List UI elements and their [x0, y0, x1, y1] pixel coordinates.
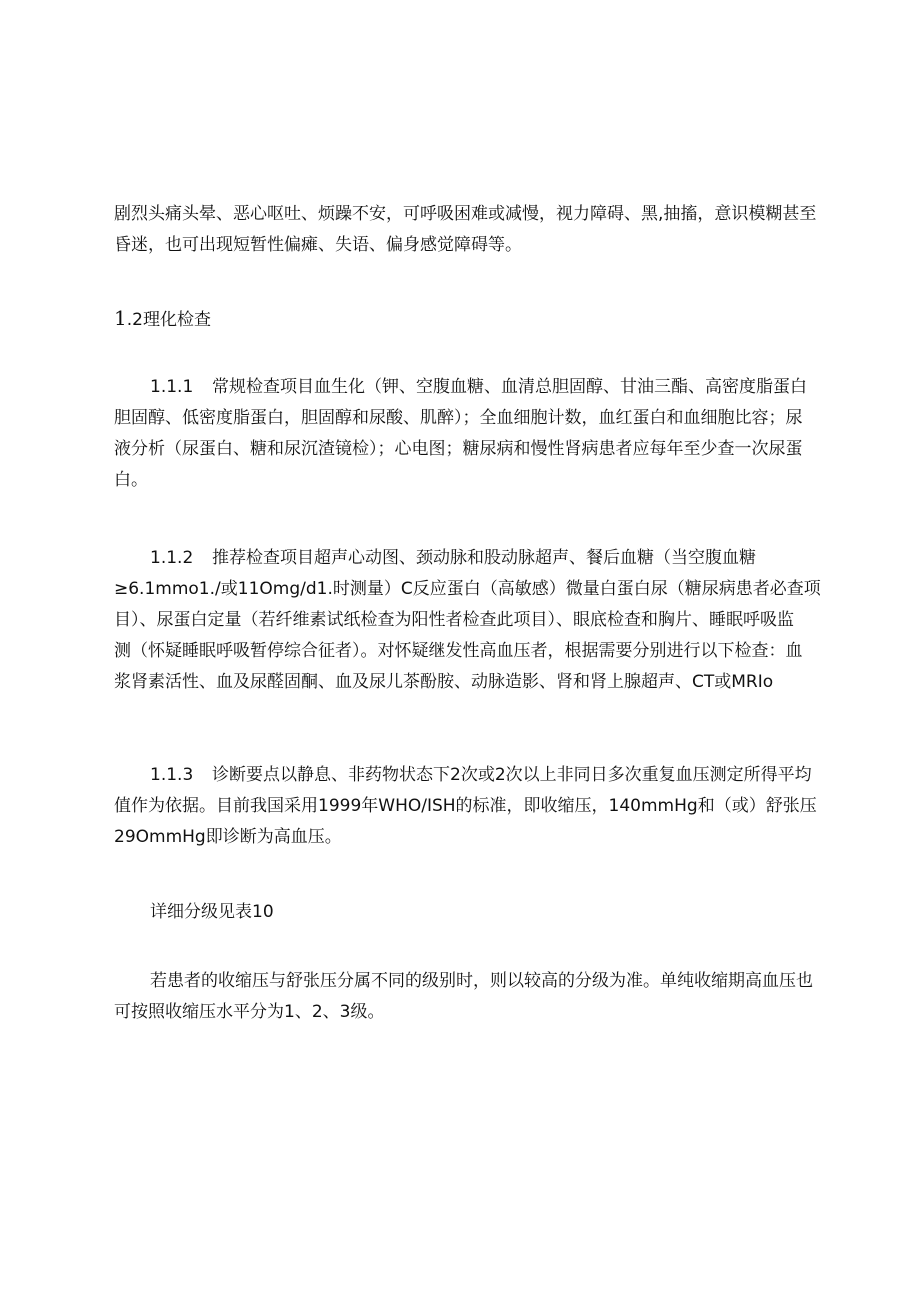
paragraph-line: 目）、尿蛋白定量（若纤维素试纸检查为阳性者检查此项目）、眼底检查和胸片、睡眠呼吸监 [114, 610, 794, 630]
paragraph-routine-tests [114, 372, 820, 496]
paragraph-line: 值作为依据。目前我国采用1999年WHO/ISH的标准，即收缩压，140mmHg和（或）舒张压 [114, 796, 817, 816]
paragraph-line: 详细分级见表10 [150, 902, 274, 922]
paragraph-recommended-tests [114, 543, 820, 698]
item-number: 1.1.3 [150, 765, 194, 785]
paragraph-line: 若患者的收缩压与舒张压分属不同的级别时，则以较高的分级为准。单纯收缩期高血压也 [150, 971, 813, 991]
paragraph-line: 剧烈头痛头晕、恶心呕吐、烦躁不安，可呼吸困难或减慢，视力障碍、黑,抽搐，意识模糊甚至 [114, 204, 817, 224]
item-number: 1.1.2 [150, 548, 194, 568]
section-heading-number: 1 [114, 306, 127, 330]
paragraph-line: 29OmmHg即诊断为高血压。 [114, 827, 342, 847]
paragraph-line: 昏迷，也可出现短暂性偏瘫、失语、偏身感觉障碍等。 [114, 235, 522, 255]
paragraph-grading-ref [114, 897, 820, 928]
paragraph-grading-rule [114, 966, 820, 1028]
paragraph-diagnosis [114, 760, 820, 853]
section-heading [114, 303, 211, 336]
paragraph-line: 浆肾素活性、血及尿醛固酮、血及尿儿茶酚胺、动脉造影、肾和肾上腺超声、CT或MRIo [114, 672, 774, 692]
paragraph-line: 1.1.1 常规检查项目血生化（钾、空腹血糖、血清总胆固醇、甘油三酯、高密度脂蛋白 [114, 372, 820, 403]
paragraph-symptoms [114, 199, 820, 261]
paragraph-line: 液分析（尿蛋白、糖和尿沉渣镜检）；心电图；糖尿病和慢性肾病患者应每年至少查一次尿蛋 [114, 439, 803, 459]
item-number: 1.1.1 [150, 377, 194, 397]
paragraph-line: ≥6.1mmo1./或11Omg∕d1.时测量）C反应蛋白（高敏感）微量白蛋白尿（糖尿病患者必查项 [114, 579, 821, 599]
paragraph-line: 1.1.2 推荐检查项目超声心动图、颈动脉和股动脉超声、餐后血糖（当空腹血糖 [114, 543, 820, 574]
section-heading-text: .2理化检查 [126, 310, 211, 330]
paragraph-line: 可按照收缩压水平分为1、2、3级。 [114, 1002, 385, 1022]
paragraph-line: 白。 [114, 470, 148, 490]
paragraph-line: 测（怀疑睡眠呼吸暂停综合征者）。对怀疑继发性高血压者，根据需要分别进行以下检查：血 [114, 641, 803, 661]
paragraph-line: 1.1.3 诊断要点以静息、非药物状态下2次或2次以上非同日多次重复血压测定所得平均 [114, 760, 820, 791]
paragraph-line: 胆固醇、低密度脂蛋白，胆固醇和尿酸、肌醉）；全血细胞计数，血红蛋白和血细胞比容；尿 [114, 408, 803, 428]
